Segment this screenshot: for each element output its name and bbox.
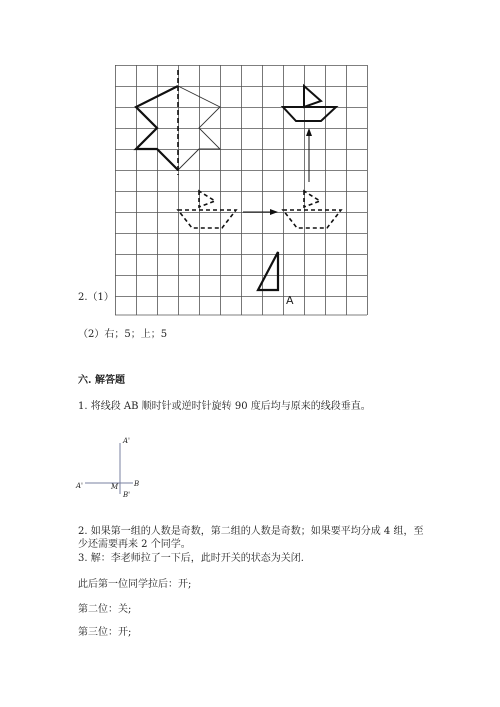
star-figure-left — [136, 86, 178, 170]
label-a-prime-left: A' — [76, 482, 83, 490]
label-b-prime: B' — [123, 491, 131, 499]
arrow-up-head — [306, 128, 312, 136]
grid-lines — [115, 65, 368, 315]
q1-text: 1. 将线段 AB 顺时针或逆时针旋转 90 度后均与原来的线段垂直。 — [78, 401, 371, 412]
boat-top-sail — [304, 86, 321, 107]
q2b-line1: 2. 如果第一组的人数是奇数，第二组的人数是奇数；如果要平均分成 4 组，至 — [78, 526, 424, 537]
q2b-line2: 少还需要再来 2 个同学。 — [78, 539, 191, 550]
third: 第三位：开; — [78, 627, 132, 638]
q2-label: 2.（1） — [78, 292, 114, 303]
section-title: 六. 解答题 — [78, 375, 125, 386]
q3-text: 3. 解：李老师拉了一下后，此时开关的状态为关闭. — [78, 553, 304, 564]
second: 第二位：关; — [78, 604, 132, 615]
after-first: 此后第一位同学拉后：开; — [78, 579, 192, 590]
label-m: M — [111, 483, 119, 491]
label-a-prime-top: A' — [123, 437, 130, 445]
star-figure-right — [178, 86, 220, 170]
label-b: B — [134, 480, 140, 488]
grid-label-a: A — [286, 294, 294, 307]
q2-part2: （2）右；5；上；5 — [78, 329, 168, 340]
boat-top-hull — [283, 107, 336, 121]
arrow-right-head — [270, 209, 278, 215]
boat-dashed-left — [178, 191, 236, 228]
boat-dashed-right — [283, 191, 341, 228]
triangle-a — [258, 252, 278, 290]
